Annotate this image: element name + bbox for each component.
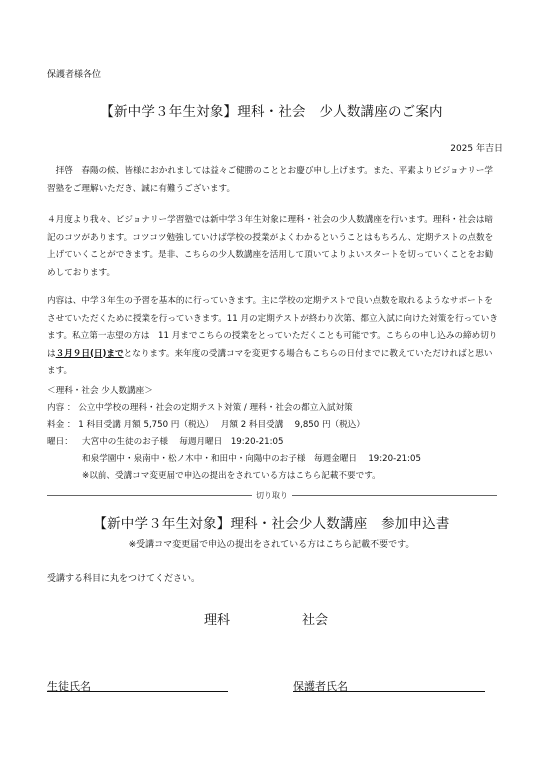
content-text-before: 内容は、中学３年生の予習を基本的に行っていきます。主に学校の定期テストで良い点数を取れるようなサポートをさせていただくために授業を行っていきます。11 月の定期テストが終わり次第、都立入試に向けた対策を行っていきます。私立第一志望の方は 11 月までこちらの授業をとっていただくことも可能です。こちらの申し込みの締め切りは (47, 296, 498, 359)
details-content: 内容 ： 公立中学校の理科・社会の定期テスト対策 / 理科・社会の都立入試対策 (47, 403, 353, 413)
content-paragraph (47, 293, 499, 381)
addressee: 保護者様各位 (47, 70, 102, 80)
form-title: 【新中学３年生対象】理科・社会少人数講座 参加申込書 (93, 516, 450, 532)
greeting-paragraph: 拝啓 春陽の候、皆様におかれましては益々ご健勝のこととお慶び申し上げます。また、平素よりビジョナリー学習塾をご理解いただき、誠に有難うございます。 (47, 166, 494, 194)
details-fee: 料金 ： 1 科目受講 月額 5,750 円（税込） 月額 2 科目受講 9,850 円（税込） (47, 420, 365, 430)
cut-line (47, 489, 497, 501)
cut-label: 切り取り (256, 490, 288, 500)
subject-social[interactable]: 社会 (302, 613, 329, 628)
details-day-1: 大宮中の生徒のお子様 毎週月曜日 19:20-21:05 (82, 437, 284, 447)
subject-science[interactable]: 理科 (204, 613, 231, 628)
details-day-2: 和泉学園中・泉南中・松ノ木中・和田中・向陽中のお子様 毎週金曜日 19:20-21:05 (82, 454, 421, 464)
details-note: ※以前、受講コマ変更届で申込の提出をされている方はこちら記載不要です。 (82, 468, 385, 486)
cut-dash-left (47, 495, 252, 496)
guardian-name-label: 保護者氏名 (293, 680, 348, 693)
deadline-text: ３月９日(日)まで (55, 348, 124, 359)
student-name-field[interactable] (47, 675, 228, 692)
details-day-label: 曜日： (47, 437, 73, 447)
form-note: ※受講コマ変更届で申込の提出をされている方はこちら記載不要です。 (128, 540, 415, 550)
guardian-name-field[interactable] (293, 675, 485, 692)
intro-paragraph: ４月度より我々、ビジョナリー学習塾では新中学３年生対象に理科・社会の少人数講座を行います。理科・社会は暗記のコツがあります。コツコツ勉強していけば学校の授業がよくわかるということはもちろん、定期テストの点数を上げていくことができます。是非、こちらの少人数講座を活用して頂いてよりよいスタートを切っていくことをお勧めしております。 (47, 215, 494, 278)
document-date: 2025 年吉日 (450, 144, 503, 154)
form-instruction: 受講する科目に丸をつけてください。 (47, 574, 201, 584)
student-name-label: 生徒氏名 (47, 680, 91, 693)
document-title: 【新中学３年生対象】理科・社会 少人数講座のご案内 (100, 104, 443, 120)
details-heading: ＜理科・社会 少人数講座＞ (47, 386, 153, 396)
content-text-after: となります。来年度の受講コマを変更する場合もこちらの日付までに教えていただければと思います。 (47, 348, 493, 376)
cut-dash-right (292, 495, 497, 496)
